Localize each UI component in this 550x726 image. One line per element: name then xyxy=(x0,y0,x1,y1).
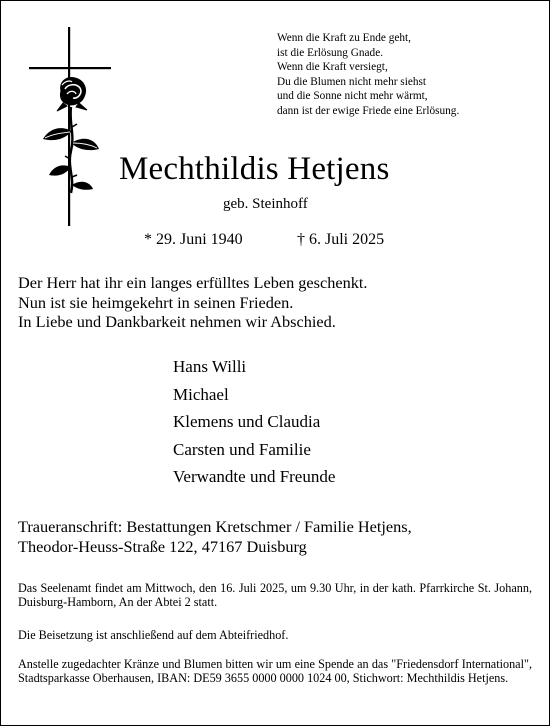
mourner: Carsten und Familie xyxy=(173,439,311,459)
farewell-line: Der Herr hat ihr ein langes erfülltes Leben geschenkt. xyxy=(18,273,368,292)
address-line: Traueranschrift: Bestattungen Kretschmer / Familie Hetjens, xyxy=(18,517,412,536)
farewell-line: Nun ist sie heimgekehrt in seinen Frieden. xyxy=(18,292,294,312)
donation-notice: Anstelle zugedachter Kränze und Blumen bitten wir um eine Spende an das "Friedensdorf International", Stadtsparkasse Oberhausen, IBAN: DE59 3655 0000 0000 1024 00, Stichwort: Mechthildis Hetjens. xyxy=(18,657,532,686)
poem-line: und die Sonne nicht mehr wärmt, xyxy=(277,90,428,103)
deceased-name: Mechthildis Hetjens xyxy=(119,151,390,187)
mourner: Klemens und Claudia xyxy=(173,412,321,432)
poem-line: Wenn die Kraft zu Ende geht, xyxy=(277,32,411,44)
burial-notice: Die Beisetzung ist anschließend auf dem Abteifriedhof. xyxy=(18,628,289,642)
condolence-address xyxy=(18,517,412,556)
poem-line: dann ist der ewige Friede eine Erlösung. xyxy=(277,104,460,117)
mourner: Hans Willi xyxy=(173,357,247,376)
cross-with-rose-icon xyxy=(29,27,111,227)
requiem-notice: Das Seelenamt findet am Mittwoch, den 16. Juli 2025, um 9.30 Uhr, in der kath. Pfarrkirche St. Johann, Duisburg-Hamborn, An der Abtei 2 statt. xyxy=(18,581,532,610)
poem-line: Du die Blumen nicht mehr siehst xyxy=(277,75,427,88)
birth-date: * 29. Juni 1940 xyxy=(144,231,243,248)
farewell-text xyxy=(18,273,367,332)
death-date: † 6. Juli 2025 xyxy=(297,231,385,248)
poem xyxy=(277,31,459,119)
maiden-name: geb. Steinhoff xyxy=(223,196,308,212)
farewell-line: In Liebe und Dankbarkeit nehmen wir Abschied. xyxy=(18,312,336,331)
mourner: Verwandte und Freunde xyxy=(173,467,336,487)
mourners-list xyxy=(173,353,335,491)
address-line: Theodor-Heuss-Straße 122, 47167 Duisburg xyxy=(18,536,307,556)
poem-line: ist die Erlösung Gnade. xyxy=(277,46,384,59)
poem-line: Wenn die Kraft versiegt, xyxy=(277,61,388,74)
mourner: Michael xyxy=(173,384,229,404)
